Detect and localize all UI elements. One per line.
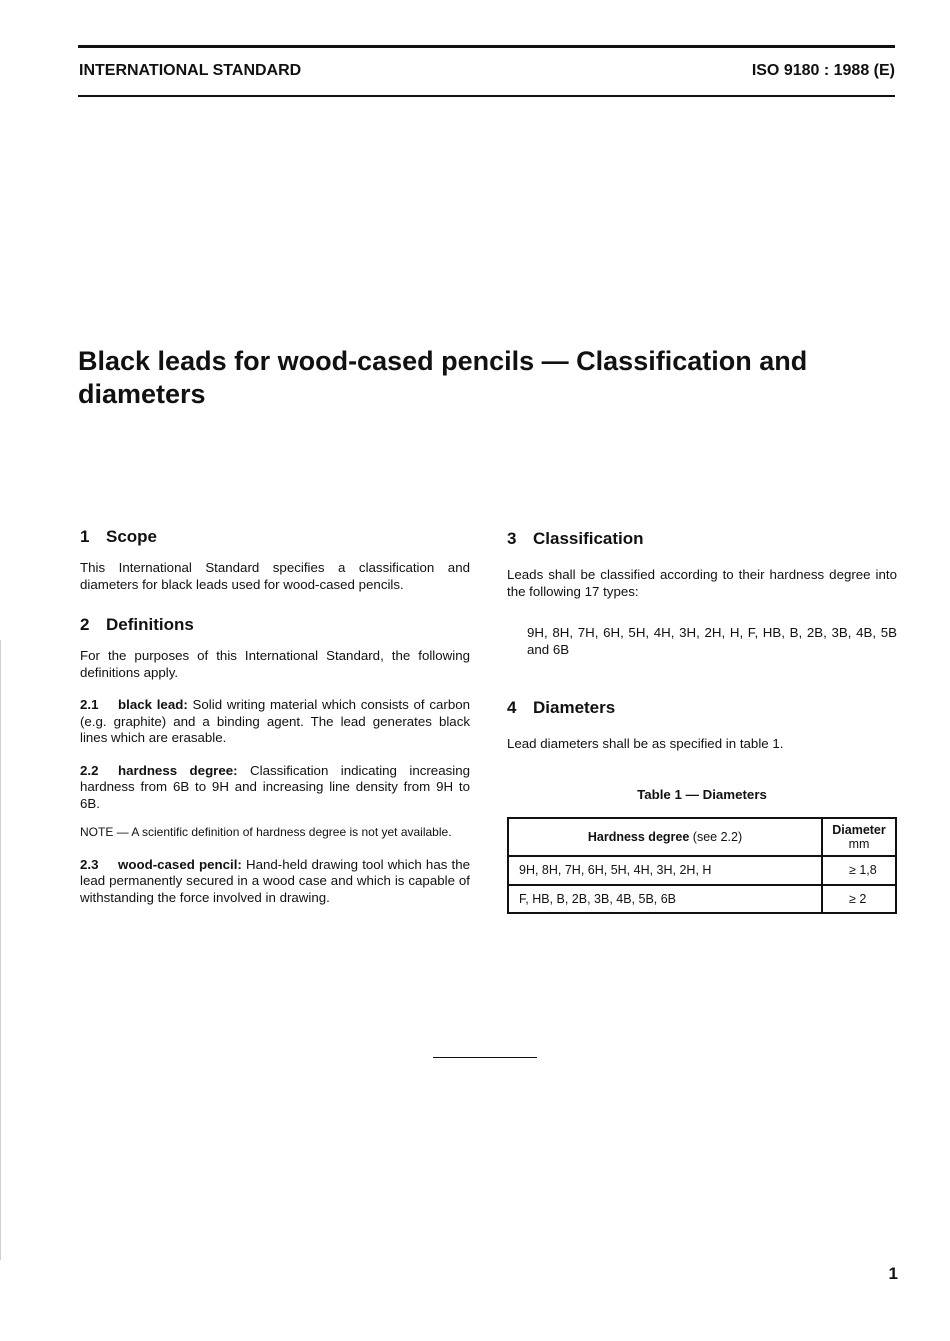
scope-text: This International Standard specifies a classification and diameters for black leads used for wood-cased pencils. (80, 560, 470, 592)
header-bottom-rule (78, 95, 895, 97)
section-title: Scope (106, 527, 158, 546)
definition-term: black lead: (118, 697, 188, 712)
right-column (507, 529, 897, 914)
hardness-header-ref: (see 2.2) (692, 830, 743, 844)
diameter-header-text: Diameter (832, 823, 886, 837)
section-number: 4 (507, 698, 517, 717)
section-definitions (80, 615, 470, 906)
table-caption: Table 1 — Diameters (637, 786, 767, 802)
definition-item (80, 763, 470, 813)
diameter-column-header (822, 818, 896, 856)
definition-number: 2.3 (80, 856, 99, 872)
definition-number: 2.1 (80, 697, 99, 712)
section-number: 3 (507, 529, 517, 548)
section-heading (80, 527, 470, 547)
section-title: Diameters (533, 698, 616, 717)
section-title: Definitions (106, 615, 194, 634)
table-row (508, 885, 896, 914)
definition-term: wood-cased pencil: (118, 856, 242, 872)
section-diameters (507, 698, 897, 914)
definition-item (80, 857, 470, 907)
left-column (80, 527, 470, 906)
diameter-unit: mm (848, 837, 870, 851)
header-standard-label: INTERNATIONAL STANDARD (79, 62, 302, 79)
classification-text: Leads shall be classified according to their hardness degree into the following 17 types: (507, 567, 897, 599)
hardness-cell: 9H, 8H, 7H, 6H, 5H, 4H, 3H, 2H, H (508, 856, 822, 885)
section-heading (507, 698, 897, 718)
table-header-row (508, 818, 896, 856)
hardness-cell: F, HB, B, 2B, 3B, 4B, 5B, 6B (508, 885, 822, 914)
diameter-cell: ≥ 1,8 (822, 856, 896, 885)
definition-text: Hand-held drawing tool which has the lead permanently secured in a wood case and which is capable of withstanding the force involved in drawing. (80, 856, 470, 905)
definition-number: 2.2 (80, 762, 99, 778)
definition-text: Solid writing material which consists of carbon (e.g. graphite) and a binding agent. The lead generates black lines which are erasable. (80, 697, 470, 745)
definition-term: hardness degree: (118, 762, 238, 778)
diameters-text: Lead diameters shall be as specified in table 1. (507, 736, 784, 751)
definition-text: Classification indicating increasing hardness from 6B to 9H and increasing line density from 9H to 6B. (80, 762, 470, 811)
section-classification (507, 529, 897, 658)
section-number: 1 (80, 527, 90, 546)
section-number: 2 (80, 615, 90, 634)
document-title: Black leads for wood-cased pencils — Classification and diameters (78, 346, 808, 409)
hardness-header-text: Hardness degree (587, 830, 690, 844)
definitions-intro: For the purposes of this International Standard, the following definitions apply. (80, 648, 470, 680)
page-number: 1 (888, 1264, 898, 1283)
diameters-table (507, 817, 897, 914)
hardness-column-header (508, 818, 822, 856)
header-top-rule (78, 45, 895, 48)
end-rule (433, 1057, 537, 1058)
scan-margin-line (0, 640, 1, 1260)
section-heading (80, 615, 470, 635)
table-row (508, 856, 896, 885)
section-heading (507, 529, 897, 549)
header-iso-number: ISO 9180 : 1988 (E) (751, 62, 895, 79)
diameter-cell: ≥ 2 (822, 885, 896, 914)
section-title: Classification (533, 529, 644, 548)
section-scope (80, 527, 470, 593)
definition-item (80, 697, 470, 747)
hardness-types-list: 9H, 8H, 7H, 6H, 5H, 4H, 3H, 2H, H, F, HB, B, 2B, 3B, 4B, 5B and 6B (527, 625, 897, 657)
definition-note: NOTE — A scientific definition of hardness degree is not yet available. (80, 825, 452, 839)
